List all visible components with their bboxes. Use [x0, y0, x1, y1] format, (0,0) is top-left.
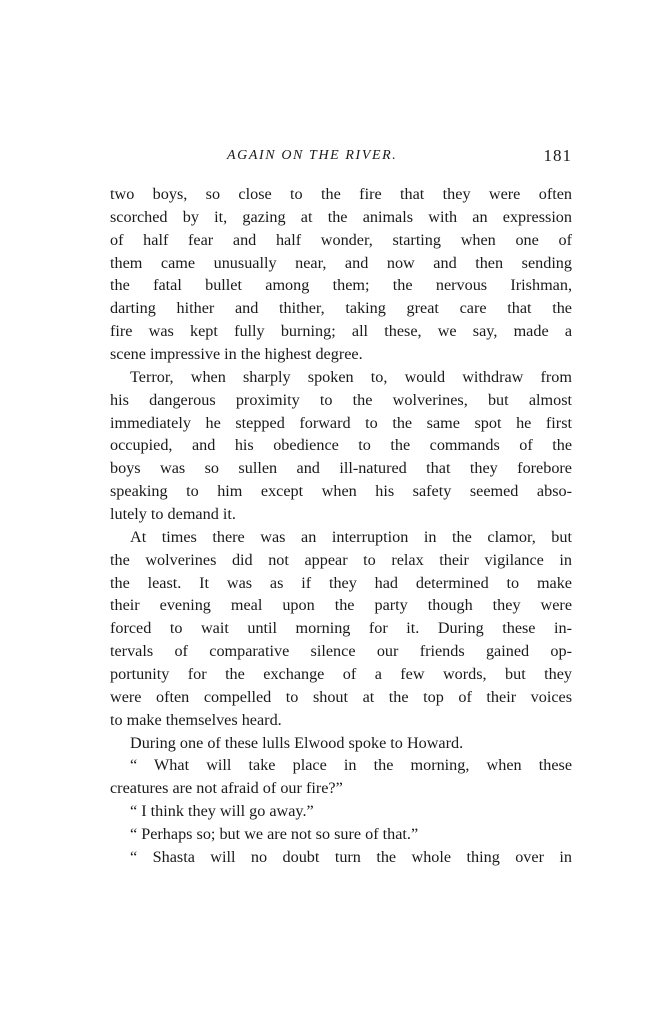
- text-line: At times there was an interruption in the clamor, but: [130, 527, 572, 546]
- text-line: boys was so sullen and ill-natured that they forebore: [110, 459, 572, 478]
- text-line: Terror, when sharply spoken to, would withdraw from: [130, 367, 572, 386]
- text-line: two boys, so close to the fire that they were often: [110, 185, 572, 203]
- text-line: scene impressive in the highest degree.: [110, 345, 363, 364]
- running-head: [110, 144, 572, 168]
- text-line: “ Perhaps so; but we are not so sure of that.”: [130, 825, 419, 844]
- text-line: of half fear and half wonder, starting when one of: [110, 230, 572, 249]
- text-line: speaking to him except when his safety seemed abso-: [110, 482, 572, 501]
- text-line: were often compelled to shout at the top of their voices: [110, 687, 572, 706]
- text-line: the fatal bullet among them; the nervous Irishman,: [110, 276, 572, 295]
- text-line: to make themselves heard.: [110, 710, 282, 729]
- text-line: darting hither and thither, taking great care that the: [110, 299, 572, 318]
- text-line: portunity for the exchange of a few words, but they: [110, 665, 572, 684]
- text-line: the least. It was as if they had determined to make: [110, 573, 572, 592]
- text-line: During one of these lulls Elwood spoke to Howard.: [130, 733, 464, 752]
- text-line: creatures are not afraid of our fire?”: [110, 779, 343, 798]
- text-line: fire was kept fully burning; all these, we say, made a: [110, 322, 572, 341]
- text-line: scorched by it, gazing at the animals with an expression: [110, 207, 572, 226]
- text-line: his dangerous proximity to the wolverines, but almost: [110, 390, 572, 409]
- text-line: “ I think they will go away.”: [130, 802, 314, 821]
- text-line: immediately he stepped forward to the same spot he first: [110, 413, 572, 432]
- text-line: their evening meal upon the party though they were: [110, 596, 572, 615]
- page-number: 181: [543, 146, 572, 165]
- text-line: the wolverines did not appear to relax their vigilance in: [110, 550, 572, 569]
- text-line: forced to wait until morning for it. During these in-: [110, 619, 572, 638]
- text-line: tervals of comparative silence our friends gained op-: [110, 642, 572, 661]
- text-line: “ What will take place in the morning, when these: [130, 756, 572, 775]
- body-text: [110, 183, 572, 869]
- text-line: “ Shasta will no doubt turn the whole thing over in: [130, 847, 572, 866]
- text-line: lutely to demand it.: [110, 505, 236, 524]
- text-line: them came unusually near, and now and then sending: [110, 253, 572, 272]
- running-title: AGAIN ON THE RIVER.: [227, 148, 398, 163]
- text-line: occupied, and his obedience to the commands of the: [110, 436, 572, 455]
